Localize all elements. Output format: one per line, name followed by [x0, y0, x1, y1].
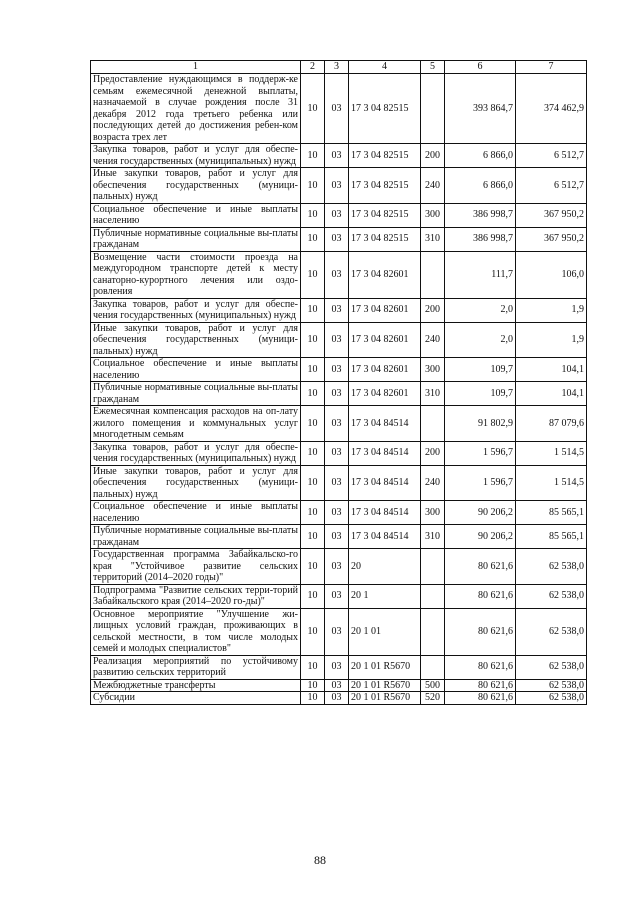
- target-article-cell: 17 3 04 82515: [349, 168, 421, 204]
- row-name-cell: Социальное обеспечение и иные выплаты населению: [91, 358, 301, 382]
- amount-col6-cell: 109,7: [445, 358, 516, 382]
- section-code-cell: 10: [301, 74, 325, 144]
- expense-type-cell: [421, 608, 445, 655]
- expense-type-cell: 500: [421, 679, 445, 692]
- expense-type-cell: 310: [421, 525, 445, 549]
- table-header-row: [91, 61, 587, 74]
- subsection-code-cell: 03: [325, 298, 349, 322]
- section-code-cell: 10: [301, 608, 325, 655]
- amount-col6-cell: 1 596,7: [445, 441, 516, 465]
- table-row: [91, 679, 587, 692]
- column-header: 2: [301, 61, 325, 74]
- amount-col6-cell: 80 621,6: [445, 584, 516, 608]
- amount-col7-cell: 62 538,0: [516, 608, 587, 655]
- target-article-cell: 20 1 01: [349, 608, 421, 655]
- table-row: [91, 322, 587, 358]
- budget-table: [90, 60, 587, 705]
- target-article-cell: 17 3 04 82601: [349, 251, 421, 298]
- expense-type-cell: 310: [421, 227, 445, 251]
- section-code-cell: 10: [301, 679, 325, 692]
- amount-col7-cell: 106,0: [516, 251, 587, 298]
- column-header: 4: [349, 61, 421, 74]
- section-code-cell: 10: [301, 251, 325, 298]
- amount-col6-cell: 386 998,7: [445, 203, 516, 227]
- section-code-cell: 10: [301, 382, 325, 406]
- subsection-code-cell: 03: [325, 382, 349, 406]
- table-row: [91, 74, 587, 144]
- row-name-cell: Закупка товаров, работ и услуг для обеспе-чения государственных (муниципальных) нужд: [91, 441, 301, 465]
- amount-col7-cell: 374 462,9: [516, 74, 587, 144]
- amount-col7-cell: 85 565,1: [516, 525, 587, 549]
- amount-col7-cell: 367 950,2: [516, 203, 587, 227]
- amount-col7-cell: 1 514,5: [516, 465, 587, 501]
- section-code-cell: 10: [301, 203, 325, 227]
- subsection-code-cell: 03: [325, 584, 349, 608]
- subsection-code-cell: 03: [325, 322, 349, 358]
- table-row: [91, 406, 587, 442]
- subsection-code-cell: 03: [325, 608, 349, 655]
- section-code-cell: 10: [301, 441, 325, 465]
- amount-col6-cell: 80 621,6: [445, 608, 516, 655]
- amount-col7-cell: 62 538,0: [516, 692, 587, 705]
- expense-type-cell: 520: [421, 692, 445, 705]
- section-code-cell: 10: [301, 358, 325, 382]
- amount-col7-cell: 367 950,2: [516, 227, 587, 251]
- subsection-code-cell: 03: [325, 465, 349, 501]
- target-article-cell: 17 3 04 84514: [349, 465, 421, 501]
- amount-col6-cell: 1 596,7: [445, 465, 516, 501]
- row-name-cell: Закупка товаров, работ и услуг для обеспе-чения государственных (муниципальных) нужд: [91, 144, 301, 168]
- amount-col7-cell: 62 538,0: [516, 549, 587, 585]
- target-article-cell: 20 1 01 R5670: [349, 692, 421, 705]
- row-name-cell: Предоставление нуждающимся в поддерж-ке семьям ежемесячной денежной выплаты, назначаемой в случае рождения после 31 декабря 2012 года третьего ребенка или последующих детей до достижения ребен-ком возраста трех лет: [91, 74, 301, 144]
- row-name-cell: Реализация мероприятий по устойчивому развитию сельских территорий: [91, 655, 301, 679]
- subsection-code-cell: 03: [325, 74, 349, 144]
- subsection-code-cell: 03: [325, 441, 349, 465]
- target-article-cell: 17 3 04 82515: [349, 203, 421, 227]
- expense-type-cell: [421, 406, 445, 442]
- section-code-cell: 10: [301, 406, 325, 442]
- subsection-code-cell: 03: [325, 501, 349, 525]
- column-header: 1: [91, 61, 301, 74]
- target-article-cell: 17 3 04 84514: [349, 501, 421, 525]
- subsection-code-cell: 03: [325, 525, 349, 549]
- amount-col7-cell: 104,1: [516, 382, 587, 406]
- row-name-cell: Подпрограмма "Развитие сельских терри-торий Забайкальского края (2014–2020 го-ды)": [91, 584, 301, 608]
- amount-col6-cell: 109,7: [445, 382, 516, 406]
- table-row: [91, 358, 587, 382]
- amount-col7-cell: 104,1: [516, 358, 587, 382]
- amount-col6-cell: 6 866,0: [445, 168, 516, 204]
- table-row: [91, 168, 587, 204]
- table-row: [91, 203, 587, 227]
- amount-col6-cell: 80 621,6: [445, 692, 516, 705]
- table-row: [91, 298, 587, 322]
- table-row: [91, 501, 587, 525]
- row-name-cell: Иные закупки товаров, работ и услуг для обеспечения государственных (муници-пальных) нужд: [91, 168, 301, 204]
- table-row: [91, 692, 587, 705]
- amount-col7-cell: 1,9: [516, 298, 587, 322]
- subsection-code-cell: 03: [325, 406, 349, 442]
- subsection-code-cell: 03: [325, 203, 349, 227]
- section-code-cell: 10: [301, 501, 325, 525]
- amount-col6-cell: 2,0: [445, 322, 516, 358]
- expense-type-cell: 300: [421, 203, 445, 227]
- subsection-code-cell: 03: [325, 692, 349, 705]
- row-name-cell: Публичные нормативные социальные вы-платы гражданам: [91, 227, 301, 251]
- table-row: [91, 227, 587, 251]
- section-code-cell: 10: [301, 655, 325, 679]
- section-code-cell: 10: [301, 549, 325, 585]
- table-row: [91, 251, 587, 298]
- expense-type-cell: 240: [421, 465, 445, 501]
- amount-col6-cell: 80 621,6: [445, 655, 516, 679]
- section-code-cell: 10: [301, 144, 325, 168]
- row-name-cell: Публичные нормативные социальные вы-платы гражданам: [91, 525, 301, 549]
- table-body: [91, 74, 587, 705]
- subsection-code-cell: 03: [325, 549, 349, 585]
- amount-col6-cell: 90 206,2: [445, 501, 516, 525]
- amount-col6-cell: 386 998,7: [445, 227, 516, 251]
- expense-type-cell: 200: [421, 441, 445, 465]
- row-name-cell: Межбюджетные трансферты: [91, 679, 301, 692]
- row-name-cell: Закупка товаров, работ и услуг для обеспе-чения государственных (муниципальных) нужд: [91, 298, 301, 322]
- section-code-cell: 10: [301, 692, 325, 705]
- target-article-cell: 20 1 01 R5670: [349, 655, 421, 679]
- subsection-code-cell: 03: [325, 168, 349, 204]
- table-row: [91, 465, 587, 501]
- amount-col6-cell: 6 866,0: [445, 144, 516, 168]
- amount-col6-cell: 80 621,6: [445, 679, 516, 692]
- subsection-code-cell: 03: [325, 251, 349, 298]
- amount-col7-cell: 87 079,6: [516, 406, 587, 442]
- section-code-cell: 10: [301, 525, 325, 549]
- table-row: [91, 382, 587, 406]
- target-article-cell: 17 3 04 82601: [349, 322, 421, 358]
- amount-col6-cell: 90 206,2: [445, 525, 516, 549]
- section-code-cell: 10: [301, 168, 325, 204]
- subsection-code-cell: 03: [325, 358, 349, 382]
- row-name-cell: Государственная программа Забайкальско-го края "Устойчивое развитие сельских территорий (2014–2020 годы)": [91, 549, 301, 585]
- page-number: 88: [314, 853, 326, 867]
- amount-col7-cell: 62 538,0: [516, 679, 587, 692]
- subsection-code-cell: 03: [325, 227, 349, 251]
- target-article-cell: 17 3 04 84514: [349, 441, 421, 465]
- row-name-cell: Иные закупки товаров, работ и услуг для обеспечения государственных (муници-пальных) нужд: [91, 322, 301, 358]
- table-row: [91, 525, 587, 549]
- row-name-cell: Основное мероприятие "Улучшение жи-лищных условий граждан, проживающих в сельской местности, в том числе молодых семей и молодых специалистов": [91, 608, 301, 655]
- column-header: 5: [421, 61, 445, 74]
- column-header: 7: [516, 61, 587, 74]
- amount-col6-cell: 393 864,7: [445, 74, 516, 144]
- amount-col7-cell: 6 512,7: [516, 168, 587, 204]
- subsection-code-cell: 03: [325, 655, 349, 679]
- amount-col6-cell: 91 802,9: [445, 406, 516, 442]
- row-name-cell: Социальное обеспечение и иные выплаты населению: [91, 501, 301, 525]
- expense-type-cell: [421, 251, 445, 298]
- expense-type-cell: [421, 584, 445, 608]
- table-row: [91, 608, 587, 655]
- target-article-cell: 17 3 04 82515: [349, 144, 421, 168]
- target-article-cell: 17 3 04 82601: [349, 382, 421, 406]
- target-article-cell: 20 1 01 R5670: [349, 679, 421, 692]
- column-header: 6: [445, 61, 516, 74]
- amount-col6-cell: 111,7: [445, 251, 516, 298]
- section-code-cell: 10: [301, 322, 325, 358]
- section-code-cell: 10: [301, 227, 325, 251]
- subsection-code-cell: 03: [325, 144, 349, 168]
- row-name-cell: Ежемесячная компенсация расходов на оп-лату жилого помещения и коммунальных услуг многодетным семьям: [91, 406, 301, 442]
- table-row: [91, 584, 587, 608]
- subsection-code-cell: 03: [325, 679, 349, 692]
- target-article-cell: 17 3 04 82601: [349, 298, 421, 322]
- section-code-cell: 10: [301, 298, 325, 322]
- expense-type-cell: 240: [421, 322, 445, 358]
- amount-col7-cell: 1 514,5: [516, 441, 587, 465]
- section-code-cell: 10: [301, 584, 325, 608]
- expense-type-cell: [421, 655, 445, 679]
- row-name-cell: Иные закупки товаров, работ и услуг для обеспечения государственных (муници-пальных) нужд: [91, 465, 301, 501]
- table-row: [91, 441, 587, 465]
- column-header: 3: [325, 61, 349, 74]
- expense-type-cell: 310: [421, 382, 445, 406]
- expense-type-cell: 200: [421, 298, 445, 322]
- amount-col6-cell: 80 621,6: [445, 549, 516, 585]
- expense-type-cell: 300: [421, 501, 445, 525]
- target-article-cell: 17 3 04 82515: [349, 74, 421, 144]
- table-row: [91, 549, 587, 585]
- expense-type-cell: 240: [421, 168, 445, 204]
- row-name-cell: Возмещение части стоимости проезда на междугородном транспорте детей к месту санаторно-курортного лечения или оздо-ровления: [91, 251, 301, 298]
- target-article-cell: 17 3 04 84514: [349, 406, 421, 442]
- expense-type-cell: [421, 74, 445, 144]
- target-article-cell: 20: [349, 549, 421, 585]
- amount-col7-cell: 62 538,0: [516, 655, 587, 679]
- expense-type-cell: [421, 549, 445, 585]
- target-article-cell: 17 3 04 82515: [349, 227, 421, 251]
- target-article-cell: 17 3 04 82601: [349, 358, 421, 382]
- document-page: [90, 60, 586, 705]
- row-name-cell: Социальное обеспечение и иные выплаты населению: [91, 203, 301, 227]
- amount-col7-cell: 85 565,1: [516, 501, 587, 525]
- row-name-cell: Публичные нормативные социальные вы-платы гражданам: [91, 382, 301, 406]
- expense-type-cell: 300: [421, 358, 445, 382]
- amount-col6-cell: 2,0: [445, 298, 516, 322]
- amount-col7-cell: 1,9: [516, 322, 587, 358]
- table-row: [91, 655, 587, 679]
- target-article-cell: 20 1: [349, 584, 421, 608]
- table-row: [91, 144, 587, 168]
- row-name-cell: Субсидии: [91, 692, 301, 705]
- target-article-cell: 17 3 04 84514: [349, 525, 421, 549]
- amount-col7-cell: 62 538,0: [516, 584, 587, 608]
- section-code-cell: 10: [301, 465, 325, 501]
- expense-type-cell: 200: [421, 144, 445, 168]
- amount-col7-cell: 6 512,7: [516, 144, 587, 168]
